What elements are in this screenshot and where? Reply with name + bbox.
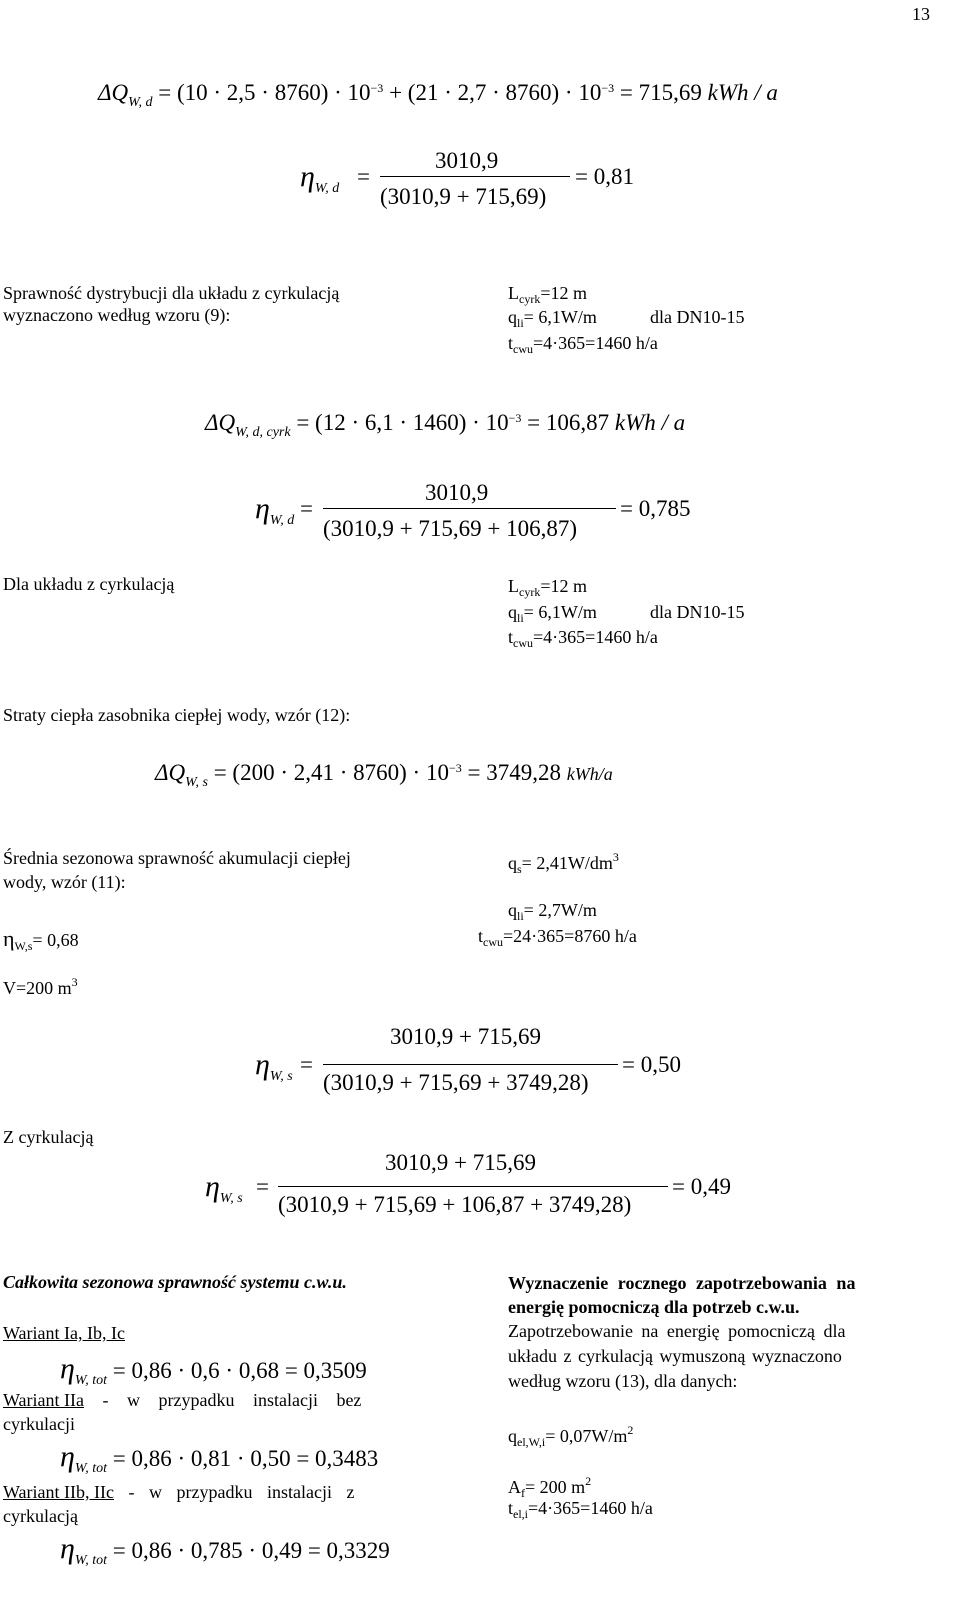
eq2-equals: = bbox=[357, 164, 370, 189]
eq1-rhs: = (10 · 2,5 · 8760) · 10 bbox=[158, 80, 371, 105]
eq7-eta: η bbox=[205, 1170, 220, 1203]
eq4-eta: η bbox=[255, 492, 270, 525]
eq6-sub: W, s bbox=[269, 1069, 293, 1084]
p1-t-val: =4·365=1460 h/a bbox=[533, 333, 658, 353]
v1-rhs: = 0,86 · 0,6 · 0,68 = 0,3509 bbox=[112, 1358, 367, 1383]
v1-sub: W, tot bbox=[74, 1373, 108, 1388]
v2-sub: W, tot bbox=[74, 1461, 108, 1476]
p4-qs-val: = 2,41W/dm bbox=[521, 853, 613, 873]
eq5-rhs: = (200 · 2,41 · 8760) · 10 bbox=[213, 760, 449, 785]
v3-eta: η bbox=[60, 1532, 75, 1565]
right-col-q-el bbox=[508, 1423, 633, 1450]
eq1-exp: −3 bbox=[370, 81, 384, 95]
rc-a-label: A bbox=[508, 1477, 521, 1497]
eq6-denominator: (3010,9 + 715,69 + 3749,28) bbox=[323, 1070, 589, 1095]
eq7-fraction-bar bbox=[278, 1186, 668, 1187]
right-col-heading-1: Wyznaczenie rocznego zapotrzebowania na bbox=[508, 1273, 856, 1293]
para3: Straty ciepła zasobnika ciepłej wody, wzór (12): bbox=[3, 705, 351, 725]
right-col-heading-2: energię pomocniczą dla potrzeb c.w.u. bbox=[508, 1297, 800, 1317]
para2-q-note: dla DN10-15 bbox=[650, 602, 745, 622]
v2-eta: η bbox=[60, 1440, 75, 1473]
eq6-numerator: 3010,9 + 715,69 bbox=[390, 1024, 541, 1049]
variant-2-equation bbox=[60, 1440, 378, 1477]
eq3-lhs: ΔQ bbox=[205, 410, 236, 435]
eq4-fraction-bar bbox=[323, 508, 616, 509]
eq1-lhs: ΔQ bbox=[98, 80, 129, 105]
p2-l-val: =12 m bbox=[540, 576, 587, 596]
eq5-lhs: ΔQ bbox=[155, 760, 186, 785]
v2-label: Wariant IIa bbox=[3, 1390, 84, 1410]
eq3-sub: W, d, cyrk bbox=[235, 425, 291, 440]
right-col-p1: Zapotrzebowanie na energię pomocniczą dla bbox=[508, 1321, 846, 1341]
eq6-result: = 0,50 bbox=[622, 1052, 681, 1077]
eq3-result: = 106,87 bbox=[527, 410, 610, 435]
p2-q-val: = 6,1W/m bbox=[523, 602, 597, 622]
eq3-rhs: = (12 · 6,1 · 1460) · 10 bbox=[296, 410, 509, 435]
rc-t-label: t bbox=[508, 1498, 514, 1518]
variant-2-line2: cyrkulacji bbox=[3, 1414, 75, 1434]
eq2-sub: W, d bbox=[314, 181, 340, 196]
rc-a-val: = 200 m bbox=[525, 1477, 586, 1497]
para5: Z cyrkulacją bbox=[3, 1127, 94, 1147]
left-col-heading: Całkowita sezonowa sprawność systemu c.w.u. bbox=[3, 1272, 347, 1292]
variant-3-line2: cyrkulacją bbox=[3, 1506, 78, 1526]
p4-v-label: V=200 m bbox=[3, 978, 72, 998]
v3-label: Wariant IIb, IIc bbox=[3, 1482, 114, 1502]
para4-eta bbox=[3, 926, 79, 954]
eq1-sub: W, d bbox=[128, 95, 153, 110]
p4-t-val: =24·365=8760 h/a bbox=[503, 926, 637, 946]
para4-qli bbox=[508, 900, 597, 924]
para4-qs bbox=[508, 850, 619, 877]
para4-line2: wody, wzór (11): bbox=[3, 872, 126, 892]
eq7-result: = 0,49 bbox=[672, 1174, 731, 1199]
rc-a-sup: 2 bbox=[585, 1474, 592, 1488]
para1-l-cyrk bbox=[508, 283, 587, 307]
p4-qli-label: q bbox=[508, 900, 517, 920]
eq5-result: = 3749,28 bbox=[467, 760, 561, 785]
p1-t-sub: cwu bbox=[513, 342, 534, 356]
eq5-sub: W, s bbox=[185, 775, 208, 790]
eq4-result: = 0,785 bbox=[620, 496, 691, 521]
p1-q-sub: li bbox=[517, 316, 524, 330]
rc-q-sub: el,W,i bbox=[517, 1435, 546, 1449]
p2-t-label: t bbox=[508, 627, 514, 647]
v2-rest: - w przypadku instalacji bez bbox=[84, 1390, 362, 1410]
para4-v bbox=[3, 975, 78, 999]
p4-qli-val: = 2,7W/m bbox=[523, 900, 597, 920]
para2-l-cyrk bbox=[508, 576, 587, 600]
eq7-equals: = bbox=[256, 1174, 269, 1199]
equation-delta-q-ws bbox=[155, 760, 613, 791]
right-col-p2: układu z cyrkulacją wymuszoną wyznaczono bbox=[508, 1346, 842, 1366]
right-col-t-el bbox=[508, 1498, 653, 1522]
eq1-unit: kWh / a bbox=[707, 80, 778, 105]
v3-rest: - w przypadku instalacji z bbox=[114, 1482, 355, 1502]
v2-rhs: = 0,86 · 0,81 · 0,50 = 0,3483 bbox=[112, 1446, 379, 1471]
eq2-numerator: 3010,9 bbox=[435, 148, 499, 173]
p2-t-sub: cwu bbox=[513, 636, 534, 650]
eq6-equals: = bbox=[300, 1052, 313, 1077]
p2-l-label: L bbox=[508, 576, 519, 596]
eq1-exp2: −3 bbox=[601, 81, 615, 95]
p2-q-sub: li bbox=[517, 611, 524, 625]
variant-3-equation bbox=[60, 1532, 390, 1569]
eq4-equals: = bbox=[300, 496, 313, 521]
para2-q-li bbox=[508, 602, 597, 626]
page-number: 13 bbox=[912, 4, 930, 24]
p2-l-sub: cyrk bbox=[519, 585, 541, 599]
right-col-a-f bbox=[508, 1474, 591, 1501]
equation-delta-q-wd bbox=[98, 80, 778, 111]
eq6-eta: η bbox=[255, 1048, 270, 1081]
para4-line1: Średnia sezonowa sprawność akumulacji ciepłej bbox=[3, 848, 351, 868]
para1-t-cwu bbox=[508, 333, 658, 357]
para4-t-cwu bbox=[478, 926, 637, 950]
v3-rhs: = 0,86 · 0,785 · 0,49 = 0,3329 bbox=[112, 1538, 390, 1563]
eq7-sub: W, s bbox=[219, 1191, 243, 1206]
para2-left: Dla układu z cyrkulacją bbox=[3, 574, 175, 594]
rc-t-val: =4·365=1460 h/a bbox=[528, 1498, 653, 1518]
variant-3-line1 bbox=[3, 1482, 354, 1503]
p1-l-sub: cyrk bbox=[519, 292, 541, 306]
para1-line1: Sprawność dystrybucji dla układu z cyrkulacją bbox=[3, 283, 340, 303]
eq3-unit: kWh / a bbox=[614, 410, 686, 435]
rc-t-sub: el,i bbox=[513, 1507, 529, 1521]
variant-2-line1 bbox=[3, 1390, 361, 1411]
p4-t-sub: cwu bbox=[483, 935, 504, 949]
eq2-result: = 0,81 bbox=[575, 164, 634, 189]
para1-line2: wyznaczono według wzoru (9): bbox=[3, 305, 231, 325]
p2-t-val: =4·365=1460 h/a bbox=[533, 627, 658, 647]
eq3-exp: −3 bbox=[508, 411, 522, 425]
variant-1-label: Wariant Ia, Ib, Ic bbox=[3, 1323, 125, 1343]
eq7-denominator: (3010,9 + 715,69 + 106,87 + 3749,28) bbox=[278, 1192, 632, 1217]
equation-delta-q-wd-cyrk bbox=[205, 410, 685, 441]
p1-t-label: t bbox=[508, 333, 514, 353]
para2-t-cwu bbox=[508, 627, 658, 651]
rc-q-label: q bbox=[508, 1426, 517, 1446]
p1-l-label: L bbox=[508, 283, 519, 303]
p2-q-label: q bbox=[508, 602, 517, 622]
rc-q-val: = 0,07W/m bbox=[545, 1426, 628, 1446]
p4-v-sup: 3 bbox=[71, 975, 78, 989]
v1-eta: η bbox=[60, 1352, 75, 1385]
p4-eta-sub: W,s bbox=[14, 939, 33, 953]
eq4-sub: W, d bbox=[269, 513, 295, 528]
para1-q-note: dla DN10-15 bbox=[650, 307, 745, 327]
p4-qs-label: q bbox=[508, 853, 517, 873]
eq2-fraction-bar bbox=[380, 176, 570, 177]
eq1-result: = 715,69 bbox=[619, 80, 702, 105]
v3-sub: W, tot bbox=[74, 1553, 108, 1568]
p4-qs-sup: 3 bbox=[612, 850, 619, 864]
eq2-denominator: (3010,9 + 715,69) bbox=[380, 184, 547, 209]
eq1-rhs2: + (21 · 2,7 · 8760) · 10 bbox=[389, 80, 602, 105]
eq4-denominator: (3010,9 + 715,69 + 106,87) bbox=[323, 516, 578, 541]
eq7-numerator: 3010,9 + 715,69 bbox=[385, 1150, 536, 1175]
rc-q-sup: 2 bbox=[627, 1423, 634, 1437]
eq5-unit: kWh/a bbox=[566, 764, 613, 784]
p4-qli-sub: li bbox=[517, 909, 524, 923]
p4-eta-label: η bbox=[3, 926, 15, 951]
p1-q-val: = 6,1W/m bbox=[523, 307, 597, 327]
p4-eta-val: = 0,68 bbox=[32, 930, 79, 950]
eq2-eta: η bbox=[300, 160, 315, 193]
p1-q-label: q bbox=[508, 307, 517, 327]
eq4-numerator: 3010,9 bbox=[425, 480, 489, 505]
variant-1-equation bbox=[60, 1352, 367, 1389]
right-col-p3: według wzoru (13), dla danych: bbox=[508, 1371, 738, 1391]
p4-t-label: t bbox=[478, 926, 484, 946]
eq6-fraction-bar bbox=[323, 1064, 618, 1065]
p4-qs-sub: s bbox=[517, 862, 522, 876]
eq5-exp: −3 bbox=[448, 761, 462, 775]
rc-a-sub: f bbox=[521, 1486, 525, 1500]
p1-l-val: =12 m bbox=[540, 283, 587, 303]
para1-q-li bbox=[508, 307, 597, 331]
